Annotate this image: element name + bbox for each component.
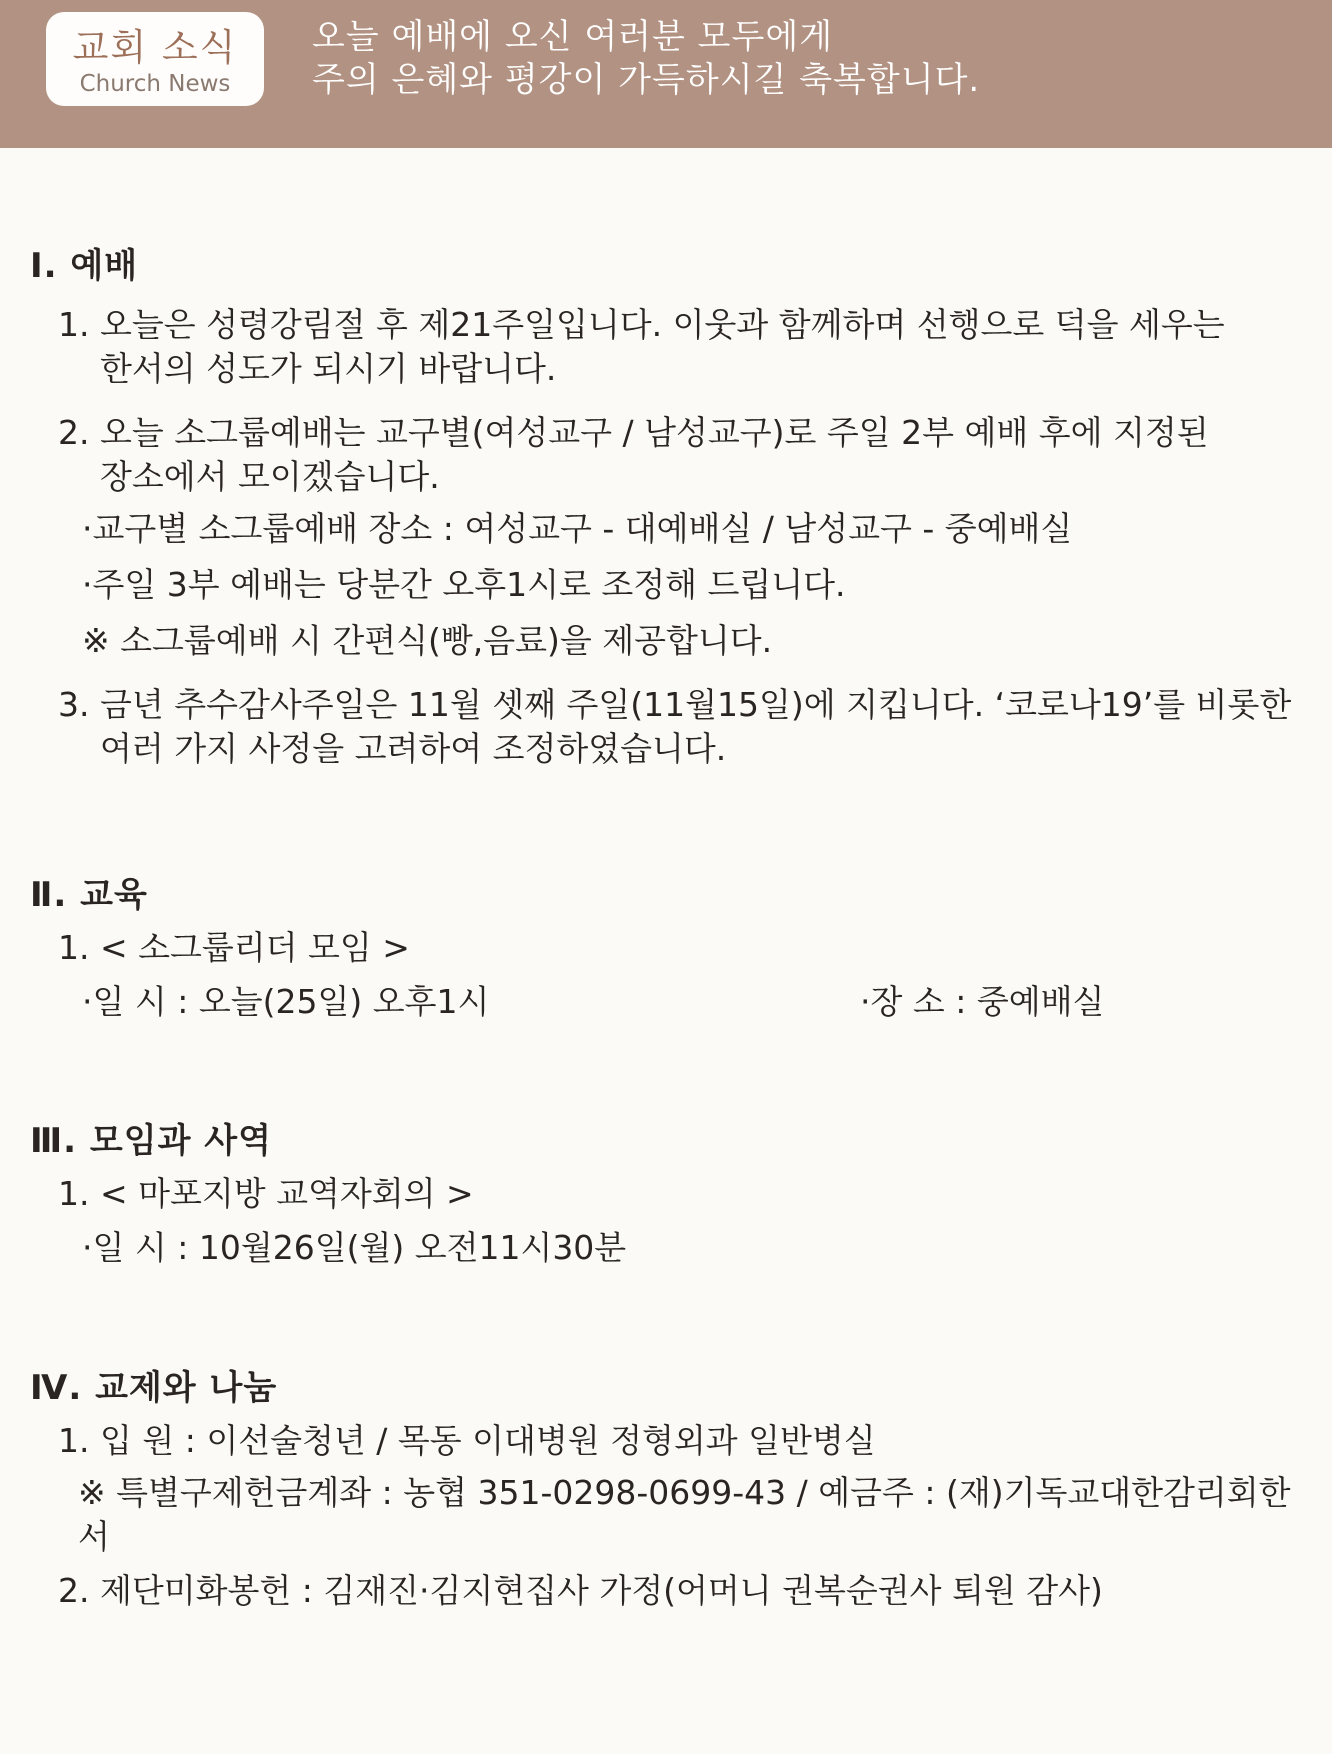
- item-text: 입 원 : 이선술청년 / 목동 이대병원 정형외과 일반병실: [100, 1421, 876, 1460]
- item-text-line: 한서의 성도가 되시기 바랍니다.: [100, 349, 557, 388]
- church-news-badge: [46, 12, 264, 106]
- list-item: [30, 1569, 1310, 1613]
- item-text-line: 금년 추수감사주일은 11월 셋째 주일(11월15일)에 지킵니다. ‘코로나19’를 비롯한: [100, 685, 1292, 724]
- section-ministry: [30, 1118, 1310, 1282]
- list-item: [30, 683, 1310, 771]
- note-line: ·주일 3부 예배는 당분간 오후1시로 조정해 드립니다.: [82, 565, 846, 604]
- note-line: ※ 소그룹예배 시 간편식(빵,음료)을 제공합니다.: [82, 621, 773, 660]
- note-line: ·교구별 소그룹예배 장소 : 여성교구 - 대예배실 / 남성교구 - 중예배실: [82, 509, 1073, 548]
- item-number: 1.: [58, 1174, 90, 1213]
- section-education: [30, 872, 1310, 1036]
- item-text-line: 오늘 소그룹예배는 교구별(여성교구 / 남성교구)로 주일 2부 예배 후에 지정된: [100, 413, 1209, 452]
- section-title: Ⅳ. 교제와 나눔: [30, 1368, 278, 1408]
- item-text-line: 여러 가지 사정을 고려하여 조정하였습니다.: [100, 729, 727, 768]
- item-text: 제단미화봉헌 : 김재진·김지현집사 가정(어머니 권복순권사 퇴원 감사): [100, 1571, 1103, 1610]
- item-text: < 마포지방 교역자회의 >: [100, 1174, 474, 1213]
- greeting-line: 오늘 예배에 오신 여러분 모두에게: [312, 17, 834, 57]
- section-title: Ⅰ. 예배: [30, 246, 139, 286]
- list-item: [30, 1172, 1310, 1216]
- greeting-line: 주의 은혜와 평강이 가득하시길 축복합니다.: [312, 60, 981, 100]
- meeting-place: ·장 소 : 중예배실: [860, 982, 1105, 1021]
- list-item: [30, 1419, 1310, 1463]
- meeting-time: ·일 시 : 10월26일(월) 오전11시30분: [82, 1228, 627, 1267]
- badge-title: 교회 소식: [72, 26, 238, 69]
- section-fellowship: [30, 1365, 1310, 1613]
- list-item: [30, 411, 1310, 499]
- header-banner: [0, 0, 1332, 148]
- item-number: 1.: [58, 305, 90, 344]
- section-title: Ⅱ. 교육: [30, 875, 148, 915]
- item-text: < 소그룹리더 모임 >: [100, 928, 410, 967]
- detail-row: [30, 980, 1310, 1036]
- greeting-text: [312, 16, 980, 102]
- section-worship: [30, 243, 1310, 771]
- list-item: [30, 926, 1310, 970]
- item-number: 1.: [58, 928, 90, 967]
- item-number: 3.: [58, 685, 90, 724]
- section-title: Ⅲ. 모임과 사역: [30, 1121, 272, 1161]
- item-text-line: 오늘은 성령강림절 후 제21주일입니다. 이웃과 함께하며 선행으로 덕을 세우는: [100, 305, 1225, 344]
- account-note: ※ 특별구제헌금계좌 : 농협 351-0298-0699-43 / 예금주 : (재)기독교대한감리회한서: [78, 1473, 1291, 1556]
- item-number: 1.: [58, 1421, 90, 1460]
- item-number: 2.: [58, 1571, 90, 1610]
- item-number: 2.: [58, 413, 90, 452]
- list-item: [30, 303, 1310, 391]
- badge-subtitle: Church News: [79, 71, 231, 97]
- meeting-time: ·일 시 : 오늘(25일) 오후1시: [82, 982, 490, 1021]
- detail-row: [30, 1226, 1310, 1282]
- item-text-line: 장소에서 모이겠습니다.: [100, 457, 440, 496]
